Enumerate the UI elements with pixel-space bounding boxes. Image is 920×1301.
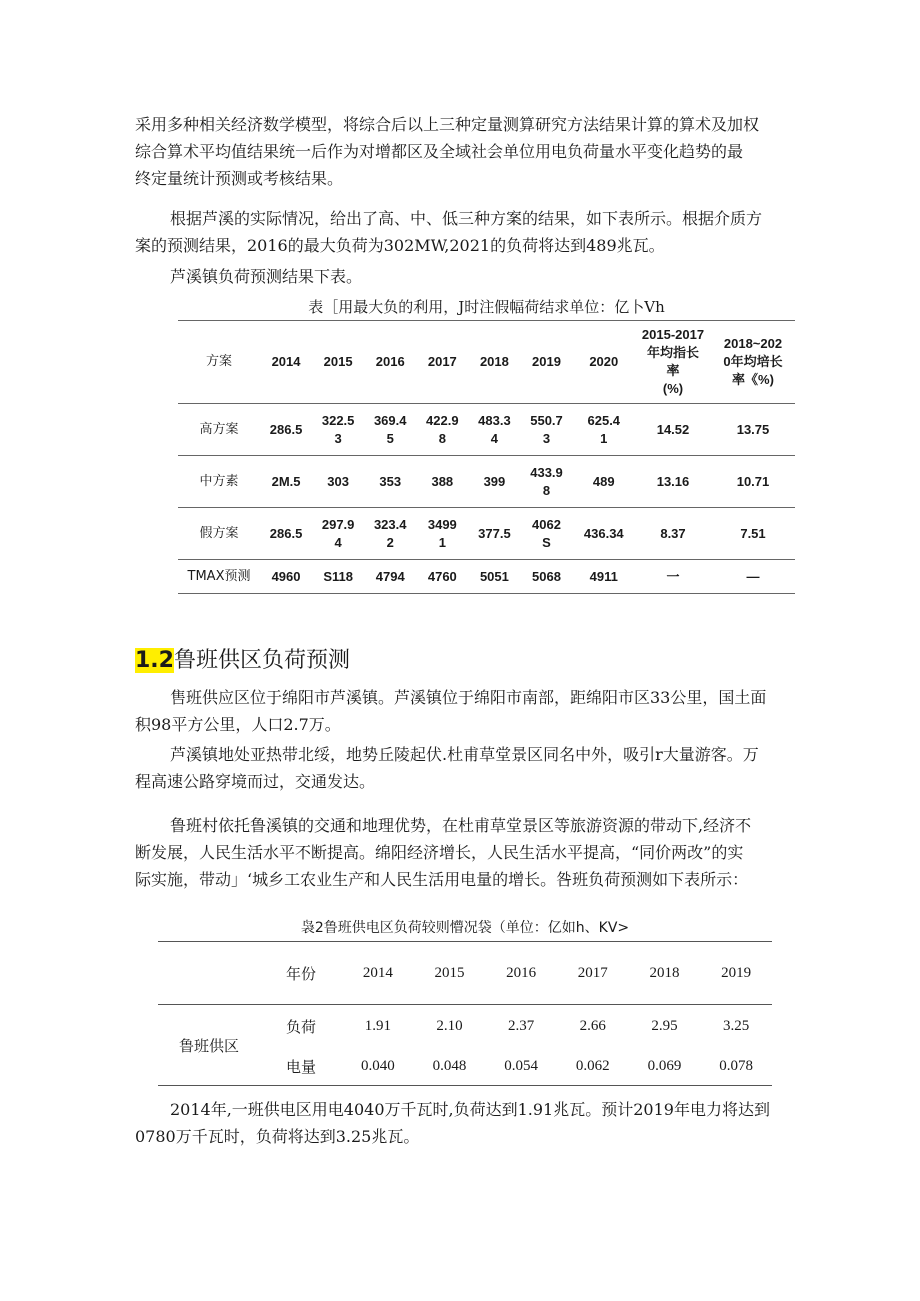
cell: 388 <box>416 456 468 508</box>
text-line: 鲁班村依托鲁溪镇的交通和地理优势，在杜甫草堂景区等旅游资源的带动下,经济不 <box>170 816 752 835</box>
cell: 4760 <box>416 560 468 594</box>
header-cell: 2019 <box>520 321 572 404</box>
cell: 377.5 <box>468 508 520 560</box>
text-line: 采用多种相关经济数学模型，将综合后以上三种定量测算研究方法结果计算的算术及加权 <box>135 115 760 134</box>
text-line: 程高速公路穿境而过，交通发达。 <box>135 772 376 791</box>
cell: 4911 <box>573 560 635 594</box>
header-cell: 2018 <box>629 942 701 1005</box>
header-cell: 2016 <box>485 942 557 1005</box>
cell: 433.9 8 <box>520 456 572 508</box>
header-cell: 方案 <box>178 321 260 404</box>
cell: 625.4 1 <box>573 404 635 456</box>
cell: 0.069 <box>629 1047 701 1086</box>
table2-caption: 袅2鲁班供电区负荷较则懵况袋（单位：亿如h、KV> <box>300 920 630 936</box>
header-cell: 2020 <box>573 321 635 404</box>
row-label: 电量 <box>260 1047 342 1086</box>
cell: 3499 1 <box>416 508 468 560</box>
cell: 0.048 <box>414 1047 486 1086</box>
cell: 4794 <box>364 560 416 594</box>
luban-load-table <box>158 941 772 1086</box>
text-line: 积98平方公里，人口2.7万。 <box>135 715 341 734</box>
header-line: 2015-2017 <box>641 327 705 342</box>
header-line: 2018~202 <box>723 336 783 351</box>
header-line: 率 <box>666 363 680 378</box>
header-cell: 2014 <box>260 321 312 404</box>
table-header-row <box>178 321 795 404</box>
cell: 13.16 <box>635 456 711 508</box>
row-name: 假方案 <box>178 508 260 560</box>
cell: 369.4 5 <box>364 404 416 456</box>
cell: 2.37 <box>508 1017 535 1034</box>
row-label: 负荷 <box>285 1019 316 1036</box>
text-line: 案的预测结果，2016的最大负荷为302MW,2021的负荷将达到489兆瓦。 <box>135 236 665 255</box>
table-row <box>158 1005 772 1048</box>
section-number: 1.2 <box>135 648 174 673</box>
cell: 0.062 <box>557 1047 629 1086</box>
cell: 286.5 <box>260 508 312 560</box>
cell: 2.66 <box>579 1017 606 1034</box>
cell: 0.078 <box>700 1047 772 1086</box>
table-header-row <box>158 942 772 1005</box>
cell: 13.75 <box>711 404 795 456</box>
cell: 0.040 <box>342 1047 414 1086</box>
cell: 2.10 <box>436 1017 463 1034</box>
load-forecast-table <box>178 320 795 594</box>
text-line: 综合算术平均值结果统一后作为对增都区及全域社会单位用电负荷量水平变化趋势的最 <box>135 142 744 161</box>
header-cell: 2017 <box>416 321 468 404</box>
row-name: 中方素 <box>178 456 260 508</box>
section-title: 鲁班供区负荷预测 <box>173 648 350 673</box>
row-name: 高方案 <box>178 404 260 456</box>
paragraph-results <box>135 205 795 259</box>
header-line: 年均指长 <box>646 345 699 360</box>
text-line: 根据芦溪的实际情况，给出了高、中、低三种方案的结果，如下表所示。根据介质方 <box>170 209 763 228</box>
cell: 2.95 <box>651 1017 678 1034</box>
cell: 1.91 <box>364 1017 391 1034</box>
text-line: 2014年,一班供电区用电4040万千瓦时,负荷达到1.91兆瓦。预计2019年电力将达到 <box>170 1100 770 1119</box>
area-name: 鲁班供区 <box>158 1005 260 1086</box>
section-heading <box>135 643 350 674</box>
paragraph-method <box>135 111 795 192</box>
cell: 550.7 3 <box>520 404 572 456</box>
cell: 14.52 <box>635 404 711 456</box>
cell: 5068 <box>520 560 572 594</box>
header-line: 0年均培长 <box>723 354 783 369</box>
cell: — <box>711 560 795 594</box>
cell: 一 <box>635 560 711 594</box>
cell: 4062 S <box>520 508 572 560</box>
cell: 303 <box>312 456 364 508</box>
paragraph-summary <box>135 1096 795 1150</box>
cell: 2M.5 <box>260 456 312 508</box>
header-cell: 2019 <box>700 942 772 1005</box>
text-line: 际实施，带动」‘城乡工农业生产和人民生活用电量的增长。咎班负荷预测如下表所示： <box>135 870 749 889</box>
table-row <box>178 560 795 594</box>
text-line: 终定量统计预测或考核结果。 <box>135 169 344 188</box>
table1-caption: 表［用最大负的利用，J时注假幅荷结求单位：亿卜Vh <box>308 298 665 316</box>
cell: 3.25 <box>723 1017 750 1034</box>
cell: 399 <box>468 456 520 508</box>
cell: 297.9 4 <box>312 508 364 560</box>
text-line: 断发展，人民生活水平不断提高。绵阳经济增长，人民生活水平提高，“同价两改”的实 <box>135 843 744 862</box>
header-cell: 2015 <box>312 321 364 404</box>
paragraph-table-intro: 芦溪镇负荷预测结果下表。 <box>170 267 363 286</box>
cell: 322.5 3 <box>312 404 364 456</box>
header-line: 率《%) <box>732 372 774 387</box>
cell: 489 <box>573 456 635 508</box>
paragraph-economy <box>135 812 795 893</box>
cell: 436.34 <box>573 508 635 560</box>
table-row <box>178 508 795 560</box>
header-cell <box>711 321 795 404</box>
text-line: 芦溪镇地处亚热带北绥，地势丘陵起伏.杜甫草堂景区同名中外，吸引r大量游客。万 <box>170 745 759 764</box>
text-line: 售班供应区位于绵阳市芦溪镇。芦溪镇位于绵阳市南部，距绵阳市区33公里，国土面 <box>170 688 767 707</box>
cell: 483.3 4 <box>468 404 520 456</box>
cell: 8.37 <box>635 508 711 560</box>
cell: 353 <box>364 456 416 508</box>
table-row <box>178 404 795 456</box>
row-name: TMAX预测 <box>178 560 260 594</box>
paragraph-geography <box>135 741 795 795</box>
cell: 7.51 <box>711 508 795 560</box>
cell: 286.5 <box>260 404 312 456</box>
header-cell <box>635 321 711 404</box>
cell: 5051 <box>468 560 520 594</box>
cell: 0.054 <box>485 1047 557 1086</box>
header-cell: 2018 <box>468 321 520 404</box>
header-cell: 2015 <box>414 942 486 1005</box>
header-cell: 2016 <box>364 321 416 404</box>
text-line: 0780万千瓦时，负荷将达到3.25兆瓦。 <box>135 1127 420 1146</box>
cell: 10.71 <box>711 456 795 508</box>
header-cell: 2017 <box>557 942 629 1005</box>
year-label: 年份 <box>260 942 342 1005</box>
cell: 323.4 2 <box>364 508 416 560</box>
header-line: (%) <box>662 381 684 396</box>
table-row <box>178 456 795 508</box>
cell: 4960 <box>260 560 312 594</box>
cell: 422.9 8 <box>416 404 468 456</box>
cell: S118 <box>312 560 364 594</box>
paragraph-location <box>135 684 795 738</box>
header-cell: 2014 <box>342 942 414 1005</box>
